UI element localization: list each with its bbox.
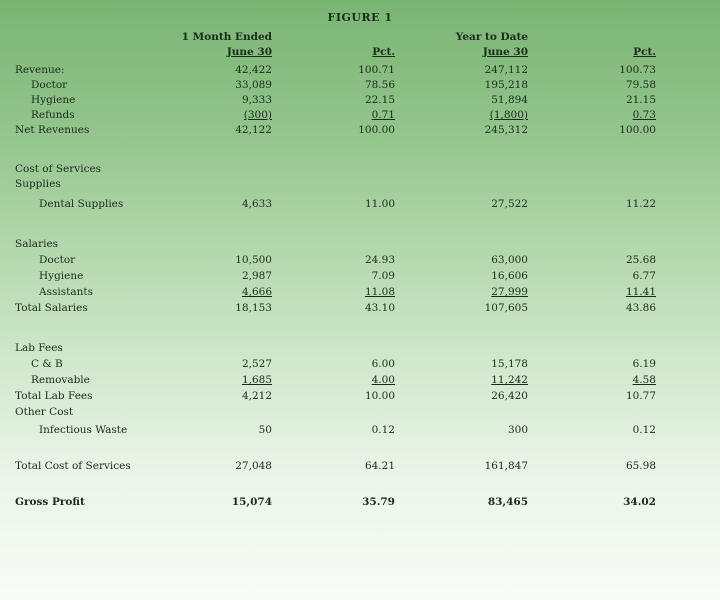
ytd-pct: 34.02	[623, 496, 656, 508]
month-pct: 4.00	[371, 374, 395, 386]
section-label: Lab Fees	[15, 342, 63, 354]
month-pct: 24.93	[364, 254, 395, 266]
row-label: Hygiene	[31, 94, 76, 106]
header-row-2	[0, 44, 720, 60]
row-label: Dental Supplies	[39, 198, 124, 210]
ytd-value: 51,894	[491, 94, 528, 106]
row-label: C & B	[31, 358, 63, 370]
row-salary-doctor	[0, 252, 720, 268]
month-value: 4,212	[241, 390, 272, 402]
row-refunds	[0, 107, 720, 123]
row-label: Doctor	[39, 254, 76, 266]
month-value: 1,685	[241, 374, 272, 386]
month-pct: 11.00	[364, 198, 395, 210]
row-infectious-waste	[0, 422, 720, 438]
ytd-value: 107,605	[484, 302, 528, 314]
ytd-pct: 0.12	[632, 424, 656, 436]
ytd-pct: 65.98	[625, 460, 656, 472]
ytd-pct: 6.19	[632, 358, 656, 370]
row-label: Total Salaries	[15, 302, 88, 314]
ytd-pct: 6.77	[632, 270, 656, 282]
month-pct: 22.15	[364, 94, 395, 106]
month-pct: 64.21	[364, 460, 395, 472]
row-revenue	[0, 62, 720, 78]
month-pct: 7.09	[371, 270, 395, 282]
row-hygiene	[0, 92, 720, 108]
row-total-cost-of-services	[0, 458, 720, 474]
ytd-value: 300	[507, 424, 528, 436]
month-pct: 11.08	[364, 286, 395, 298]
header-month: 1 Month Ended	[181, 31, 272, 43]
ytd-pct: 10.77	[625, 390, 656, 402]
month-value: 42,122	[235, 124, 272, 136]
row-salary-hygiene	[0, 268, 720, 284]
ytd-pct: 0.73	[632, 109, 656, 121]
ytd-value: 245,312	[484, 124, 528, 136]
ytd-value: 16,606	[491, 270, 528, 282]
header-ytd-date: June 30	[482, 46, 528, 58]
row-doctor	[0, 77, 720, 93]
section-label: Other Cost	[15, 406, 74, 418]
ytd-value: (1,800)	[489, 109, 528, 121]
month-pct: 43.10	[364, 302, 395, 314]
ytd-value: 15,178	[491, 358, 528, 370]
section-label: Cost of Services	[15, 163, 102, 175]
row-label: Doctor	[31, 79, 68, 91]
row-salaries	[0, 236, 720, 252]
row-label: Hygiene	[39, 270, 84, 282]
header-row-1	[0, 29, 720, 45]
row-label: Gross Profit	[15, 496, 85, 508]
ytd-pct: 100.00	[619, 124, 656, 136]
row-supplies	[0, 176, 720, 192]
header-ytd: Year to Date	[455, 31, 528, 43]
month-value: 2,527	[241, 358, 272, 370]
ytd-value: 63,000	[491, 254, 528, 266]
month-value: 4,633	[241, 198, 272, 210]
ytd-pct: 100.73	[619, 64, 656, 76]
row-label: Total Lab Fees	[15, 390, 93, 402]
ytd-value: 26,420	[491, 390, 528, 402]
row-total-lab-fees	[0, 388, 720, 404]
ytd-pct: 43.86	[625, 302, 656, 314]
ytd-pct: 25.68	[625, 254, 656, 266]
month-pct: 100.00	[358, 124, 395, 136]
ytd-pct: 11.41	[625, 286, 656, 298]
section-label: Supplies	[15, 178, 61, 190]
section-label: Salaries	[15, 238, 59, 250]
ytd-pct: 21.15	[625, 94, 656, 106]
header-pct-month: Pct.	[372, 46, 395, 58]
header-month-date: June 30	[226, 46, 272, 58]
row-dental-supplies	[0, 196, 720, 212]
month-value: 42,422	[235, 64, 272, 76]
header-pct-ytd: Pct.	[633, 46, 656, 58]
ytd-pct: 4.58	[632, 374, 656, 386]
month-pct: 0.71	[371, 109, 395, 121]
month-value: 50	[258, 424, 272, 436]
row-removable	[0, 372, 720, 388]
month-pct: 0.12	[371, 424, 395, 436]
row-gross-profit	[0, 494, 720, 510]
ytd-value: 27,522	[491, 198, 528, 210]
ytd-value: 195,218	[484, 79, 528, 91]
month-value: 33,089	[235, 79, 272, 91]
row-lab-fees	[0, 340, 720, 356]
ytd-value: 247,112	[484, 64, 528, 76]
figure-title: FIGURE 1	[327, 11, 393, 24]
row-label: Total Cost of Services	[15, 460, 131, 472]
month-value: 15,074	[231, 496, 272, 508]
month-pct: 100.71	[358, 64, 395, 76]
month-value: 9,333	[241, 94, 272, 106]
month-value: (300)	[243, 109, 272, 121]
ytd-pct: 11.22	[625, 198, 656, 210]
month-value: 10,500	[235, 254, 272, 266]
row-label: Assistants	[39, 286, 93, 298]
month-value: 27,048	[235, 460, 272, 472]
ytd-value: 83,465	[487, 496, 528, 508]
row-total-salaries	[0, 300, 720, 316]
row-label: Revenue:	[15, 64, 65, 76]
ytd-value: 27,999	[491, 286, 528, 298]
row-cb	[0, 356, 720, 372]
row-label: Removable	[31, 374, 90, 386]
month-pct: 6.00	[371, 358, 395, 370]
row-salary-assistants	[0, 284, 720, 300]
row-cost-of-services	[0, 161, 720, 177]
row-label: Refunds	[31, 109, 75, 121]
ytd-value: 11,242	[491, 374, 528, 386]
ytd-value: 161,847	[484, 460, 528, 472]
row-net-revenues	[0, 122, 720, 138]
month-value: 2,987	[241, 270, 272, 282]
row-label: Net Revenues	[15, 124, 90, 136]
month-pct: 10.00	[364, 390, 395, 402]
month-pct: 78.56	[364, 79, 395, 91]
month-value: 4,666	[241, 286, 272, 298]
month-pct: 35.79	[362, 496, 395, 508]
month-value: 18,153	[235, 302, 272, 314]
ytd-pct: 79.58	[625, 79, 656, 91]
row-other-cost	[0, 404, 720, 420]
row-label: Infectious Waste	[39, 424, 128, 436]
